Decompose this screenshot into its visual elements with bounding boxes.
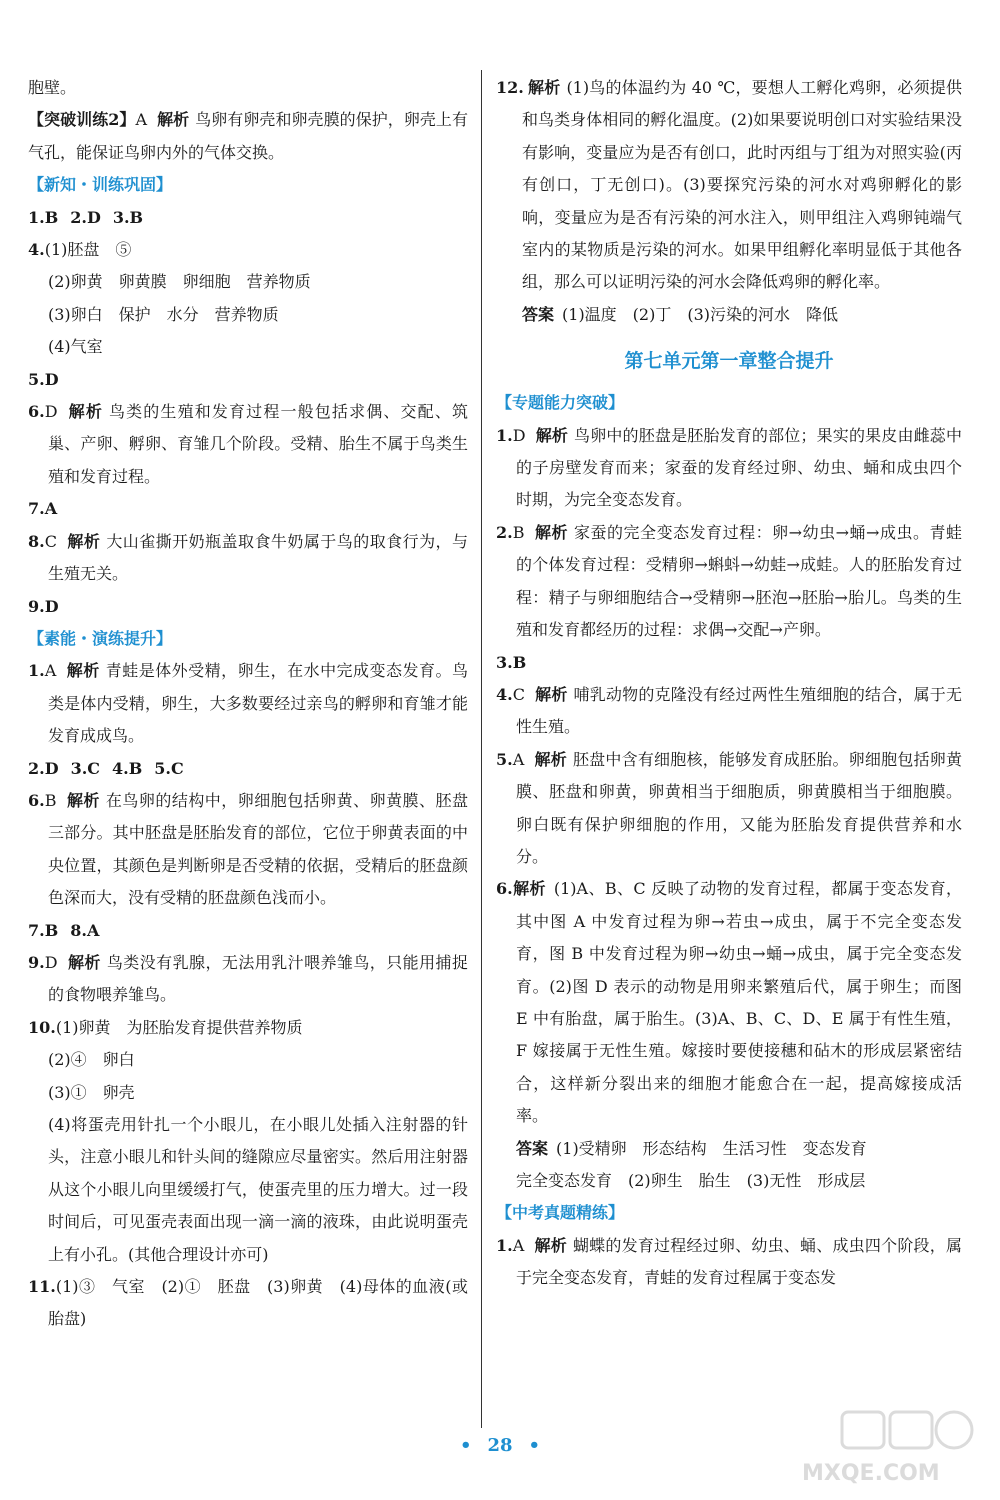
analysis-label: 解析 [67, 402, 103, 422]
question-number: 5. [496, 749, 513, 769]
left-column [28, 72, 468, 1336]
question-number: 1. [28, 661, 45, 681]
analysis-label: 解析 [534, 1235, 567, 1255]
question-6 [28, 396, 468, 493]
answer-item: 8.A [70, 920, 100, 940]
question-number: 6. [496, 879, 513, 899]
answer-label: 答案 [522, 304, 555, 324]
answer-letter: D [512, 425, 526, 445]
question-12 [496, 72, 962, 331]
breakthrough-tag: 【突破训练2】 [28, 110, 136, 130]
analysis-text: 大山雀撕开奶瓶盖取食牛奶属于鸟的取食行为，与生殖无关。 [48, 531, 468, 584]
answer-paragraph: (4)将蛋壳用针扎一个小眼儿，在小眼儿处插入注射器的针头，注意小眼儿和针头间的缝隙应尽量密实。然后用注射器从这个小眼儿向里缓缓打气，使蛋壳里的压力增大。过一段时间后，可见蛋壳表面出现一滴一滴的液珠，由此说明蛋壳上有小孔。(其他合理设计亦可) [48, 1115, 468, 1264]
answer-letter: B [512, 522, 525, 542]
question-6 [28, 785, 468, 915]
answer-letter: A [135, 110, 148, 130]
analysis-label: 解析 [534, 749, 567, 769]
answer-text: (1)③ 气室 (2)① 胚盘 (3)卵黄 (4)母体的血液(或胎盘) [48, 1277, 468, 1329]
question-5 [496, 744, 962, 874]
continuation-text: 胞壁。 [28, 78, 77, 97]
question-5: 5.D [28, 369, 59, 389]
watermark-text: MXQE.COM [802, 1461, 940, 1486]
question-number: 4. [496, 684, 513, 704]
question-number: 6. [28, 402, 45, 422]
analysis-label: 解析 [157, 110, 190, 130]
analysis-label: 解析 [527, 78, 561, 97]
analysis-label: 解析 [66, 790, 100, 810]
answer-text: (1)受精卵 形态结构 生活习性 变态发育 [556, 1138, 867, 1158]
answer-item: 3.B [112, 207, 144, 227]
dot-icon: • [459, 1435, 472, 1456]
analysis-label: 解析 [535, 425, 569, 445]
analysis-text: 哺乳动物的克隆没有经过两性生殖细胞的结合，属于无性生殖。 [516, 684, 962, 737]
answer-text: (1)温度 (2)丁 (3)污染的河水 降低 [562, 304, 839, 324]
question-1 [496, 420, 962, 517]
question-9: 9.D [28, 596, 59, 616]
analysis-text: 家蚕的完全变态发育过程：卵→幼虫→蛹→成虫。青蛙的个体发育过程：受精卵→蝌蚪→幼蛙→成蛙。人的胚胎发育过程：精子与卵细胞结合→受精卵→胚泡→胚胎→胎儿。鸟类的生殖和发育都经历的过程：求偶→交配→产卵。 [516, 522, 962, 640]
answer-item: 1.B [28, 207, 59, 227]
question-2 [496, 517, 962, 647]
column-divider [481, 70, 482, 1428]
page-number-text: 28 [487, 1435, 513, 1456]
section-title-new-knowledge: 【新知・训练巩固】 [28, 175, 173, 195]
watermark-logo-icon [772, 1408, 982, 1488]
answers-row [28, 202, 468, 234]
question-number: 4. [28, 240, 45, 260]
analysis-text: (1)鸟的体温约为 40 ℃，要想人工孵化鸡卵，必须提供和鸟类身体相同的孵化温度。(2)如果要说明创口对实验结果没有影响，变量应为是否有创口，此时丙组与丁组为对照实验(丙有创口，丁无创口)。(3)要探究污染的河水对鸡卵孵化的影响，变量应为是否有污染的河水注入，则甲组注入鸡卵钝端气室内的某物质是污染的河水。如果甲组孵化率明显低于其他各组，那么可以证明污染的河水会降低鸡卵的孵化率。 [522, 78, 962, 292]
answer-letter: A [512, 749, 525, 769]
answer-item: 7.B [28, 920, 59, 940]
breakthrough-training-2 [28, 104, 468, 169]
dot-icon: • [528, 1435, 541, 1456]
answers-row [28, 753, 468, 785]
question-8 [28, 526, 468, 591]
section-title-competency: 【素能・演练提升】 [28, 628, 173, 648]
analysis-label: 解析 [67, 952, 101, 972]
answer-item: 3.C [70, 758, 101, 778]
analysis-text: 在鸟卵的结构中，卵细胞包括卵黄、卵黄膜、胚盘三部分。其中胚盘是胚胎发育的部位，它位于卵黄表面的中央位置，其颜色是判断卵是否受精的依据，受精后的胚盘颜色深而大，没有受精的胚盘颜色浅而小。 [48, 790, 468, 908]
answer-line: (3)卵白 保护 水分 营养物质 [48, 304, 279, 324]
answer-letter: D [44, 952, 58, 972]
question-1 [28, 655, 468, 752]
answer-line: (1)卵黄 为胚胎发育提供营养物质 [55, 1017, 303, 1037]
answer-letter: A [512, 1235, 525, 1255]
question-11 [28, 1271, 468, 1336]
question-number: 10. [28, 1017, 56, 1037]
answer-line: (4)气室 [48, 337, 103, 357]
analysis-text: 鸟卵中的胚盘是胚胎发育的部位；果实的果皮由雌蕊中的子房壁发育而来；家蚕的发育经过卵、幼虫、蛹和成虫四个时期，为完全变态发育。 [516, 425, 962, 510]
question-number: 6. [28, 790, 45, 810]
answer-item: 5.C [154, 758, 184, 778]
question-6 [496, 873, 962, 1197]
analysis-text: 鸟类的生殖和发育过程一般包括求偶、交配、筑巢、产卵、孵卵、育雏几个阶段。受精、胎生不属于鸟类生殖和发育过程。 [48, 402, 468, 486]
answer-item: 2.D [70, 207, 101, 227]
answer-letter: B [44, 790, 57, 810]
analysis-text: 鸟卵有卵壳和卵壳膜的保护，卵壳上有气孔，能保证鸟卵内外的气体交换。 [28, 110, 468, 162]
question-10 [28, 1012, 468, 1271]
question-number: 1. [496, 425, 513, 445]
question-1 [496, 1230, 962, 1295]
section-title-exam-practice: 【中考真题精练】 [496, 1203, 625, 1223]
question-9 [28, 947, 468, 1012]
question-7: 7.A [28, 499, 58, 519]
question-number: 12. [496, 78, 524, 97]
answers-row [28, 915, 468, 947]
analysis-label: 解析 [534, 684, 568, 704]
section-title-special-topic: 【专题能力突破】 [496, 393, 625, 413]
question-number: 11. [28, 1277, 56, 1297]
question-4 [496, 679, 962, 744]
question-number: 9. [28, 952, 45, 972]
right-column [496, 72, 962, 1295]
unit-title: 第七单元第一章整合提升 [624, 350, 834, 373]
answer-line: (2)卵黄 卵黄膜 卵细胞 营养物质 [48, 272, 311, 292]
answer-letter: D [44, 402, 58, 422]
analysis-label: 解析 [512, 879, 546, 899]
analysis-text: 蝴蝶的发育过程经过卵、幼虫、蛹、成虫四个阶段，属于完全变态发育，青蛙的发育过程属于变态发 [516, 1235, 962, 1288]
answer-line: (3)① 卵壳 [48, 1082, 135, 1102]
analysis-text: 胚盘中含有细胞核，能够发育成胚胎。卵细胞包括卵黄膜、胚盘和卵黄，卵黄相当于细胞质，卵黄膜相当于细胞膜。卵白既有保护卵细胞的作用，又能为胚胎发育提供营养和水分。 [516, 749, 962, 866]
answer-item: 2.D [28, 758, 59, 778]
answer-text: 完全变态发育 (2)卵生 胎生 (3)无性 形成层 [516, 1171, 866, 1190]
question-number: 2. [496, 522, 513, 542]
answer-label: 答案 [516, 1138, 549, 1158]
answer-letter: C [512, 684, 525, 704]
analysis-text: (1)A、B、C 反映了动物的发育过程，都属于变态发育，其中图 A 中发育过程为卵→若虫→成虫，属于不完全变态发育，图 B 中发育过程为卵→幼虫→蛹→成虫，属于完全变态发育。(2)图 D 表示的动物是用卵来繁殖后代，属于卵生；而图 E 中有胎盘，属于胎生。(3)A、B、C、D、E 属于有性生殖，F 嫁接属于无性生殖。嫁接时要使接穗和砧木的形成层紧密结合，这样新分裂出来的细胞才能愈合在一起，提高嫁接成活率。 [516, 879, 962, 1126]
analysis-label: 解析 [534, 522, 569, 542]
answer-letter: A [44, 661, 57, 681]
answer-letter: C [44, 531, 57, 551]
question-number: 8. [28, 531, 45, 551]
analysis-text: 青蛙是体外受精，卵生，在水中完成变态发育。鸟类是体内受精，卵生，大多数要经过亲鸟的孵卵和育雏才能发育成成鸟。 [48, 661, 468, 746]
answer-line: (2)④ 卵白 [48, 1050, 135, 1070]
question-3: 3.B [496, 652, 527, 672]
answer-item: 4.B [112, 758, 143, 778]
question-4 [28, 234, 468, 364]
question-number: 1. [496, 1235, 513, 1255]
analysis-text: 鸟类没有乳腺，无法用乳汁喂养雏鸟，只能用捕捉的食物喂养雏鸟。 [48, 952, 468, 1005]
analysis-label: 解析 [66, 661, 100, 681]
answer-line: (1)胚盘 ⑤ [44, 240, 132, 260]
analysis-label: 解析 [66, 531, 101, 551]
